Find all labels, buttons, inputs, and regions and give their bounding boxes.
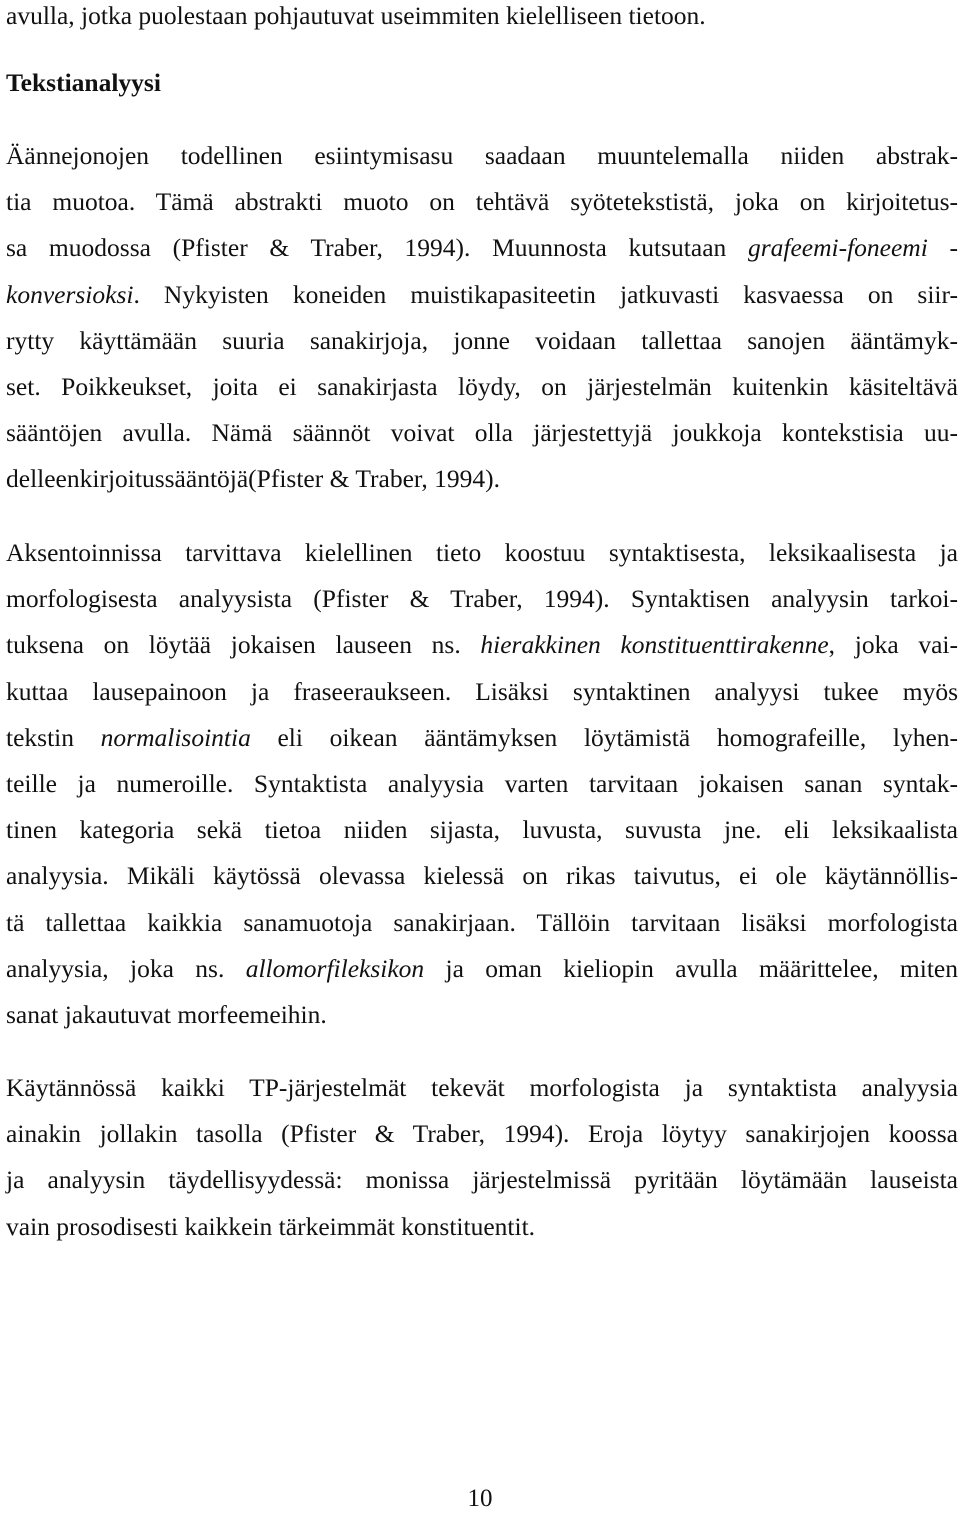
- paragraph-3: [6, 1065, 958, 1250]
- paragraph-line: tä tallettaa kaikkia sanamuotoja sanakirjaan. Tällöin tarvitaan lisäksi morfologista: [6, 907, 958, 937]
- paragraph-line: analyysia, joka ns. allomorfileksikon ja oman kieliopin avulla määrittelee, miten: [6, 953, 958, 983]
- paragraph-line: Käytännössä kaikki TP-järjestelmät tekevät morfologista ja syntaktista analyysia: [6, 1073, 958, 1102]
- intro-fragment: avulla, jotka puolestaan pohjautuvat useimmiten kielelliseen tietoon.: [6, 1, 706, 30]
- italic-term: allomorfileksikon: [245, 953, 425, 983]
- paragraph-line: sääntöjen avulla. Nämä säännöt voivat olla järjestettyjä joukkoja kontekstisia uu-: [6, 418, 958, 448]
- paragraph-line: tinen kategoria sekä tietoa niiden sijasta, luvusta, suvusta jne. eli leksikaalista: [6, 815, 958, 845]
- italic-term: konversioksi: [6, 279, 134, 309]
- paragraph-2: [6, 530, 958, 1038]
- paragraph-line: morfologisesta analyysista (Pfister & Traber, 1994). Syntaktisen analyysin tarkoi-: [6, 584, 958, 614]
- paragraph-line: Äännejonojen todellinen esiintymisasu saadaan muuntelemalla niiden abstrak-: [6, 141, 958, 170]
- paragraph-line: analyysia. Mikäli käytössä olevassa kielessä on rikas taivutus, ei ole käytännöllis-: [6, 861, 958, 891]
- paragraph-line: Aksentoinnissa tarvittava kielellinen tieto koostuu syntaktisesta, leksikaalisesta ja: [6, 538, 958, 567]
- paragraph-line: konversioksi. Nykyisten koneiden muistikapasiteetin jatkuvasti kasvaessa on siir-: [6, 279, 958, 309]
- paragraph-line: teille ja numeroille. Syntaktista analyysia varten tarvitaan jokaisen sanan syntak-: [6, 769, 958, 799]
- paragraph-line: ja analyysin täydellisyydessä: monissa järjestelmissä pyritään löytämään lauseista: [6, 1165, 958, 1195]
- paragraph-line: rytty käyttämään suuria sanakirjoja, jonne voidaan tallettaa sanojen ääntämyk-: [6, 325, 958, 355]
- paragraph-line: kuttaa lausepainoon ja fraseeraukseen. Lisäksi syntaktinen analyysi tukee myös: [6, 676, 958, 706]
- paragraph-line: ainakin jollakin tasolla (Pfister & Traber, 1994). Eroja löytyy sanakirjojen koossa: [6, 1119, 958, 1149]
- paragraph-line: set. Poikkeukset, joita ei sanakirjasta löydy, on järjestelmän kuitenkin käsiteltävä: [6, 372, 958, 402]
- paragraph-line: sanat jakautuvat morfeemeihin.: [6, 1000, 327, 1030]
- section-title: Tekstianalyysi: [6, 68, 161, 97]
- paragraph-line: tekstin normalisointia eli oikean ääntämyksen löytämistä homografeille, lyhen-: [6, 722, 958, 752]
- paragraph-line: sa muodossa (Pfister & Traber, 1994). Muunnosta kutsutaan grafeemi-foneemi -: [6, 233, 958, 263]
- paragraph-1: [6, 133, 958, 503]
- paragraph-line: vain prosodisesti kaikkein tärkeimmät konstituentit.: [6, 1211, 536, 1241]
- page-number: 10: [467, 1485, 493, 1512]
- italic-term: hierakkinen konstituenttirakenne: [480, 630, 829, 660]
- paragraph-line: tuksena on löytää jokaisen lauseen ns. hierakkinen konstituenttirakenne, joka vai-: [6, 630, 958, 660]
- paragraph-line: delleenkirjoitussääntöjä(Pfister & Traber, 1994).: [6, 464, 501, 494]
- italic-term: grafeemi-foneemi -: [747, 233, 958, 263]
- italic-term: normalisointia: [100, 722, 251, 752]
- paragraph-line: tia muotoa. Tämä abstrakti muoto on tehtävä syötetekstistä, joka on kirjoitetus-: [6, 187, 958, 217]
